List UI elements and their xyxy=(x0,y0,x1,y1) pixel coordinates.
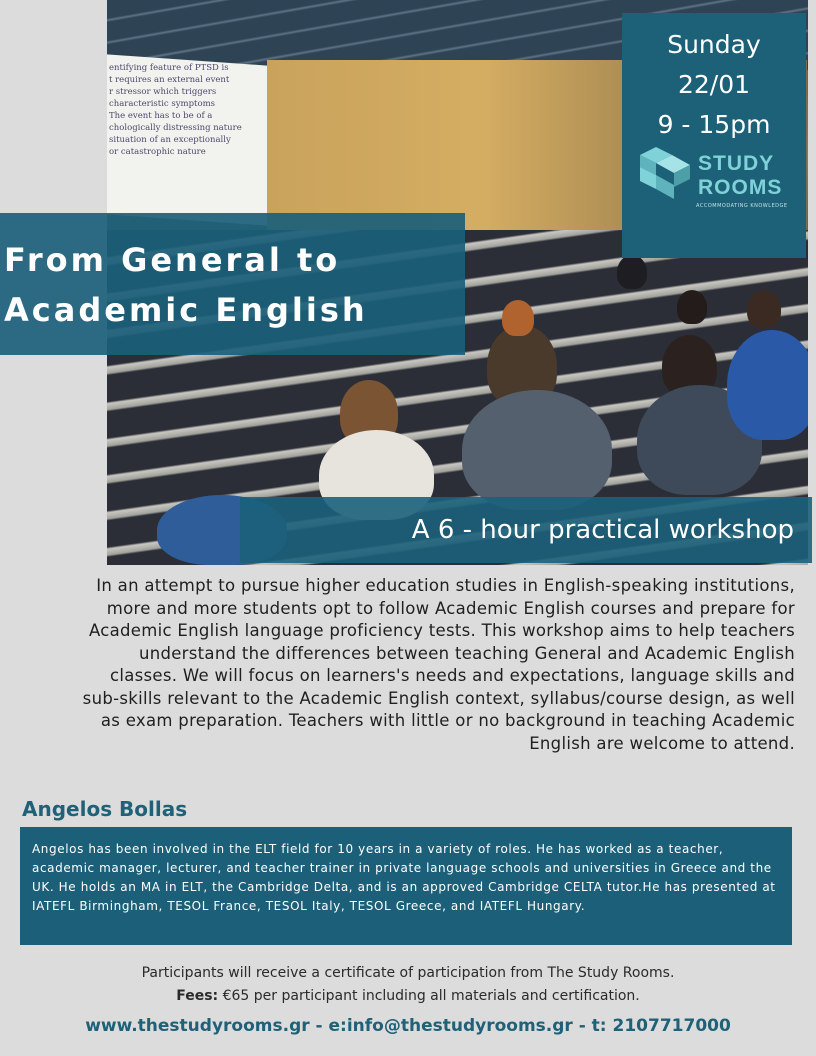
event-day: Sunday xyxy=(667,30,761,59)
certificate-note: Participants will receive a certificate of participation from The Study Rooms. xyxy=(141,965,675,981)
title-line-2: Academic English xyxy=(4,291,368,329)
logo-word-rooms: ROOMS xyxy=(698,176,783,199)
event-date-box xyxy=(622,13,806,258)
title-line-1: From General to xyxy=(4,241,341,279)
student-head xyxy=(617,255,647,289)
logo-word-study: STUDY xyxy=(698,152,775,175)
workshop-subtitle: A 6 - hour practical workshop xyxy=(240,497,812,563)
speaker-bio: Angelos has been involved in the ELT field for 10 years in a variety of roles. He has worked as a teacher, academic manager, lecturer, and teacher trainer in private language schools and universities in Greece and the UK. He holds an MA in ELT, the Cambridge Delta, and is an approved Cambridge CELTA tutor.He has presented at IATEFL Birmingham, TESOL France, TESOL Italy, TESOL Greece, and IATEFL Hungary. xyxy=(20,827,792,945)
student-head xyxy=(677,290,707,324)
student-head xyxy=(747,290,781,328)
student-head xyxy=(502,300,534,336)
fees-label: Fees: xyxy=(176,988,219,1004)
fees-text: €65 per participant including all materials and certification. xyxy=(218,988,640,1004)
student-body xyxy=(462,390,612,510)
study-rooms-logo xyxy=(638,145,790,215)
event-time: 9 - 15pm xyxy=(657,110,771,139)
fees-line xyxy=(0,985,816,1008)
logo-tagline: ACCOMMODATING KNOWLEDGE xyxy=(696,203,788,209)
student-body xyxy=(727,330,808,440)
projection-screen-text: entifying feature of PTSD is t requires an external event r stressor which triggers characteristic symptoms The event has to be of a chologically distressing nature situation of an exceptionally or catastrophic nature xyxy=(109,63,242,157)
speaker-name: Angelos Bollas xyxy=(22,797,188,821)
workshop-title-band xyxy=(0,213,465,355)
event-date: 22/01 xyxy=(677,70,751,99)
contact-line[interactable]: www.thestudyrooms.gr - e:info@thestudyrooms.gr - t: 2107717000 xyxy=(85,1016,731,1036)
workshop-description: In an attempt to pursue higher education studies in English-speaking institutions, more and more students opt to follow Academic English courses and prepare for Academic English language proficiency tests. This workshop aims to help teachers understand the differences between teaching General and Academic English classes. We will focus on learners's needs and expectations, language skills and sub-skills relevant to the Academic English context, syllabus/course design, as well as exam preparation. Teachers with little or no background in teaching Academic English are welcome to attend. xyxy=(82,576,795,753)
stacked-blocks-logo-icon xyxy=(638,145,692,203)
